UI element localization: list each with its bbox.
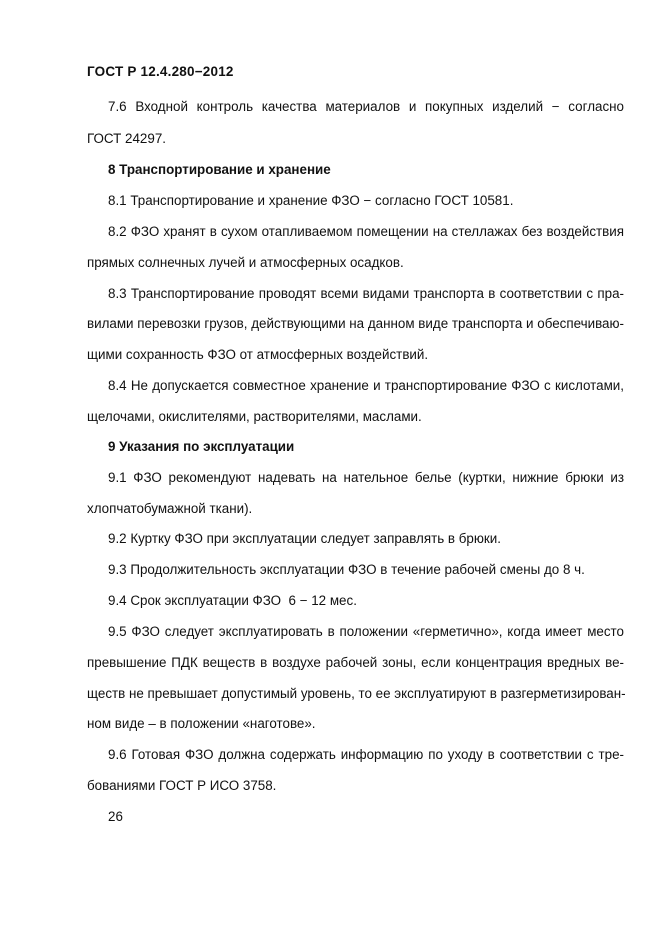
para-7-6-line-1: 7.6 Входной контроль качества материалов и покупных изделий − согласно <box>108 99 624 114</box>
section-8-heading: 8 Транспортирование и хранение <box>108 162 331 177</box>
para-9-2: 9.2 Куртку ФЗО при эксплуатации следует заправлять в брюки. <box>108 531 501 546</box>
para-9-4: 9.4 Срок эксплуатации ФЗО 6 − 12 мес. <box>108 593 357 608</box>
para-9-1-line-2: хлопчатобумажной ткани). <box>87 501 253 516</box>
para-9-5-line-3: ществ не превышает допустимый уровень, то ее эксплуатируют в разгерметизирован- <box>87 686 626 701</box>
document-header: ГОСТ Р 12.4.280−2012 <box>87 64 234 79</box>
section-9-heading: 9 Указания по эксплуатации <box>108 439 295 454</box>
para-8-4-line-1: 8.4 Не допускается совместное хранение и транспортирование ФЗО с кислотами, <box>108 378 624 393</box>
para-9-3: 9.3 Продолжительность эксплуатации ФЗО в течение рабочей смены до 8 ч. <box>108 562 585 577</box>
para-9-6-line-2: бованиями ГОСТ Р ИСО 3758. <box>87 778 277 793</box>
page-number: 26 <box>108 809 123 824</box>
para-8-3-line-3: щими сохранность ФЗО от атмосферных воздействий. <box>87 347 429 362</box>
para-9-5-line-2: превышение ПДК веществ в воздухе рабочей зоны, если концентрация вредных ве- <box>87 655 624 670</box>
para-8-4-line-2: щелочами, окислителями, растворителями, маслами. <box>87 409 422 424</box>
para-7-6-line-2: ГОСТ 24297. <box>87 131 166 146</box>
para-9-1-line-1: 9.1 ФЗО рекомендуют надевать на нательное белье (куртки, нижние брюки из <box>108 470 624 485</box>
para-9-5-line-1: 9.5 ФЗО следует эксплуатировать в положении «герметично», когда имеет место <box>108 624 624 639</box>
para-8-2-line-1: 8.2 ФЗО хранят в сухом отапливаемом помещении на стеллажах без воздействия <box>108 224 624 239</box>
para-8-3-line-1: 8.3 Транспортирование проводят всеми видами транспорта в соответствии с пра- <box>108 286 624 301</box>
para-9-6-line-1: 9.6 Готовая ФЗО должна содержать информацию по уходу в соответствии с тре- <box>108 747 624 762</box>
para-8-3-line-2: вилами перевозки грузов, действующими на данном виде транспорта и обеспечиваю- <box>87 316 624 331</box>
para-8-2-line-2: прямых солнечных лучей и атмосферных осадков. <box>87 255 404 270</box>
para-8-1: 8.1 Транспортирование и хранение ФЗО − согласно ГОСТ 10581. <box>108 193 514 208</box>
para-9-5-line-4: ном виде – в положении «наготове». <box>87 716 316 731</box>
